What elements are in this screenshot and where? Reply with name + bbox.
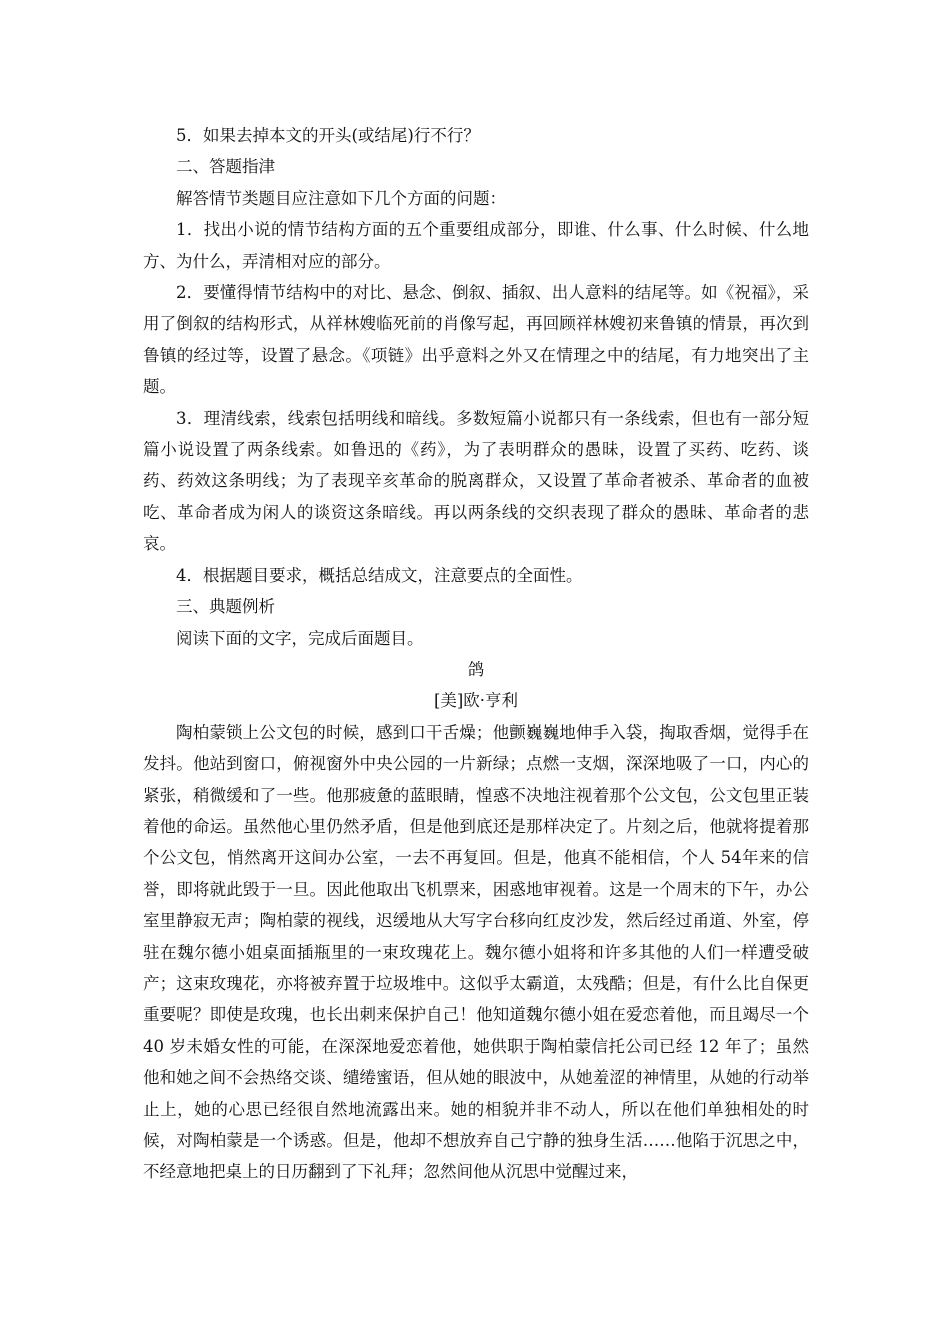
question-5: 5．如果去掉本文的开头(或结尾)行不行？	[176, 126, 480, 145]
reading-instruction: 阅读下面的文字，完成后面题目。	[176, 628, 424, 648]
document-body	[143, 120, 809, 1188]
story-paragraph: 陶柏蒙锁上公文包的时候，感到口干舌燥；他颤巍巍地伸手入袋，掏取香烟，觉得手在发抖。他站到窗口，俯视窗外中央公园的一片新绿；点燃一支烟，深深地吸了一口，内心的紧张，稍微缓和了一些。他那疲惫的蓝眼睛，惶惑不决地注视着那个公文包，公文包里正装着他的命运。虽然他心里仍然矛盾，但是他到底还是那样决定了。片刻之后，他就将提着那个公文包，悄然离开这间办公室，一去不再复回。但是，他真不能相信，个人 54年来的信誉，即将就此毁于一旦。因此他取出飞机票来，困惑地审视着。这是一个周末的下午，办公室里静寂无声；陶柏蒙的视线，迟缓地从大写字台移向红皮沙发，然后经过甬道、外室，停驻在魏尔德小姐桌面插瓶里的一束玫瑰花上。魏尔德小姐将和许多其他的人们一样遭受破产；这束玫瑰花，亦将被弃置于垃圾堆中。这似乎太霸道，太残酷；但是，有什么比自保更重要呢？即使是玫瑰，也长出刺来保护自己！他知道魏尔德小姐在爱恋着他，而且竭尽一个 40 岁未婚女性的可能，在深深地爱恋着他，她供职于陶柏蒙信托公司已经 12 年了；虽然他和她之间不会热络交谈、缱绻蜜语，但从她的眼波中，从她羞涩的神情里，从她的行动举止上，她的心思已经很自然地流露出来。她的相貌并非不动人，所以在他们单独相处的时候，对陶柏蒙是一个诱惑。但是，他却不想放弃自己宁静的独身生活……他陷于沉思之中，不经意地把桌上的日历翻到了下礼拜；忽然间他从沉思中觉醒过来，	[143, 722, 809, 1182]
section-heading-examples: 三、典题例析	[176, 597, 275, 617]
story-author: [美]欧·亨利	[433, 691, 519, 711]
section-heading-answer-guide: 二、答题指津	[176, 157, 275, 177]
guide-point-4: 4．根据题目要求，概括总结成文，注意要点的全面性。	[176, 565, 583, 585]
answer-guide-intro: 解答情节类题目应注意如下几个方面的问题：	[176, 188, 506, 208]
story-title: 鸽	[467, 659, 485, 679]
guide-point-2: 2．要懂得情节结构中的对比、悬念、倒叙、插叙、出人意料的结尾等。如《祝福》，采用了倒叙的结构形式，从祥林嫂临死前的肖像写起，再回顾祥林嫂初来鲁镇的情景，再次到鲁镇的经过等，设置了悬念。《项链》出乎意料之外又在情理之中的结尾，有力地突出了主题。	[143, 283, 809, 397]
guide-point-3: 3．理清线索，线索包括明线和暗线。多数短篇小说都只有一条线索，但也有一部分短篇小说设置了两条线索。如鲁迅的《药》，为了表明群众的愚昧，设置了买药、吃药、谈药、药效这条明线；为了表现辛亥革命的脱离群众，又设置了革命者被杀、革命者的血被吃、革命者成为闲人的谈资这条暗线。再以两条线的交织表现了群众的愚昧、革命者的悲哀。	[143, 408, 809, 554]
guide-point-1: 1．找出小说的情节结构方面的五个重要组成部分，即谁、什么事、什么时候、什么地方、为什么，弄清相对应的部分。	[143, 220, 809, 271]
